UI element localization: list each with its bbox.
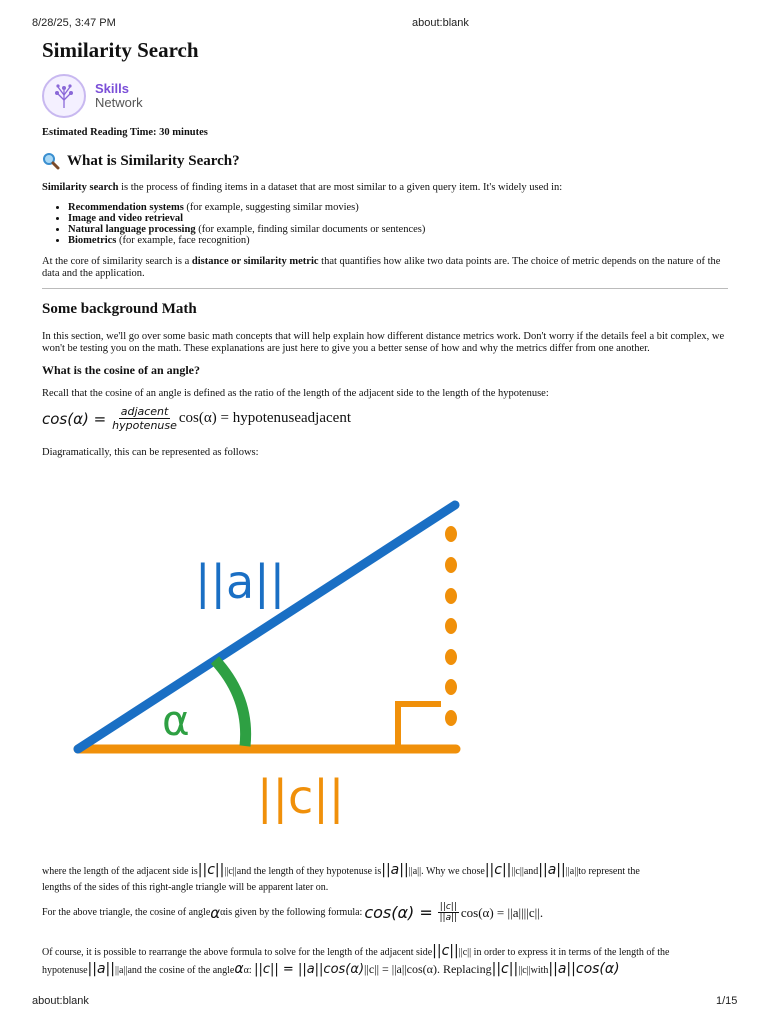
section-divider [42, 288, 728, 289]
list-item: • Recommendation systems (for example, suggesting similar movies) [68, 202, 758, 213]
right-triangle-diagram [60, 488, 480, 833]
section-heading-similarity: What is Similarity Search? [67, 152, 240, 169]
print-url: about:blank [412, 17, 469, 29]
page-title: Similarity Search [42, 38, 199, 62]
intro-bold: Similarity search [42, 182, 119, 193]
rearrange-paragraph-line1: Of course, it is possible to rearrange the above formula to solve for the length of the adjacent side||c||||c|| in order to express it in terms of the length of the [42, 943, 670, 959]
cosine-subheading: What is the cosine of an angle? [42, 363, 201, 377]
angle-label: α [162, 696, 190, 745]
right-angle-marker [398, 704, 441, 746]
list-item: • Biometrics (for example, face recognition) [68, 235, 758, 246]
page-number: 1/15 [716, 995, 738, 1007]
footer-url: about:blank [32, 995, 89, 1007]
opposite-side-dotted [445, 526, 457, 726]
math-intro-paragraph: In this section, we'll go over some basic math concepts that will help explain how different distance metrics work. Don't worry if the details feel a bit complex, we won't be testing you on the math. These explanations are just here to give you a better sense of how and why the metrics differ from one another. [42, 331, 725, 354]
magnifier-icon [42, 152, 62, 170]
logo-text-skills: Skills [95, 81, 129, 96]
hypotenuse-label: ||a|| [195, 555, 286, 609]
sides-paragraph: where the length of the adjacent side is||c||||c||and the length of they hypotenuse is||a||||a||. Why we chose||c||||c||and||a||||a||to represent the [42, 862, 640, 878]
cosine-formula: cos(α) = adjacent hypotenuse cos(α) = hypotenuseadjacent [42, 405, 351, 432]
diagram-intro: Diagramatically, this can be represented as follows: [42, 447, 259, 458]
tree-icon [42, 74, 86, 118]
intro-text: is the process of finding items in a dataset that are most similar to a given query item. It's widely used in: [118, 182, 563, 193]
rearrange-paragraph-line2: hypotenuse||a||||a||and the cosine of the angleαα: ||c|| = ||a||cos(α)||c|| = ||a||cos(α). Replacing||c||||c||with||a||cos(α) [42, 961, 620, 977]
use-case-list [42, 202, 758, 246]
core-paragraph: At the core of similarity search is a distance or similarity metric that quantifies how alike two data points are. The choice of metric depends on the nature of the data and the application. [42, 256, 721, 279]
intro-paragraph [42, 182, 732, 194]
sides-paragraph-line2: lengths of the sides of this right-angle triangle will be apparent later on. [42, 882, 329, 893]
print-datetime: 8/28/25, 3:47 PM [32, 17, 116, 29]
cosine-triangle-paragraph: For the above triangle, the cosine of angle α αis given by the following formula: cos(α) = $\frac{||c||}{||a||}$ cos(α) = ||a||||c||. [42, 902, 544, 923]
list-item: • Natural language processing (for example, finding similar documents or sentences) [68, 224, 758, 235]
angle-arc [215, 660, 246, 746]
logo-text-network: Network [95, 95, 143, 110]
cosine-definition: Recall that the cosine of an angle is defined as the ratio of the length of the adjacent side to the length of the hypotenuse: [42, 388, 549, 399]
adjacent-label: ||c|| [257, 770, 345, 824]
section-heading-math: Some background Math [42, 301, 197, 317]
skills-network-logo [42, 72, 172, 120]
list-item: • Image and video retrieval [68, 213, 758, 224]
reading-time: Estimated Reading Time: 30 minutes [42, 127, 208, 138]
